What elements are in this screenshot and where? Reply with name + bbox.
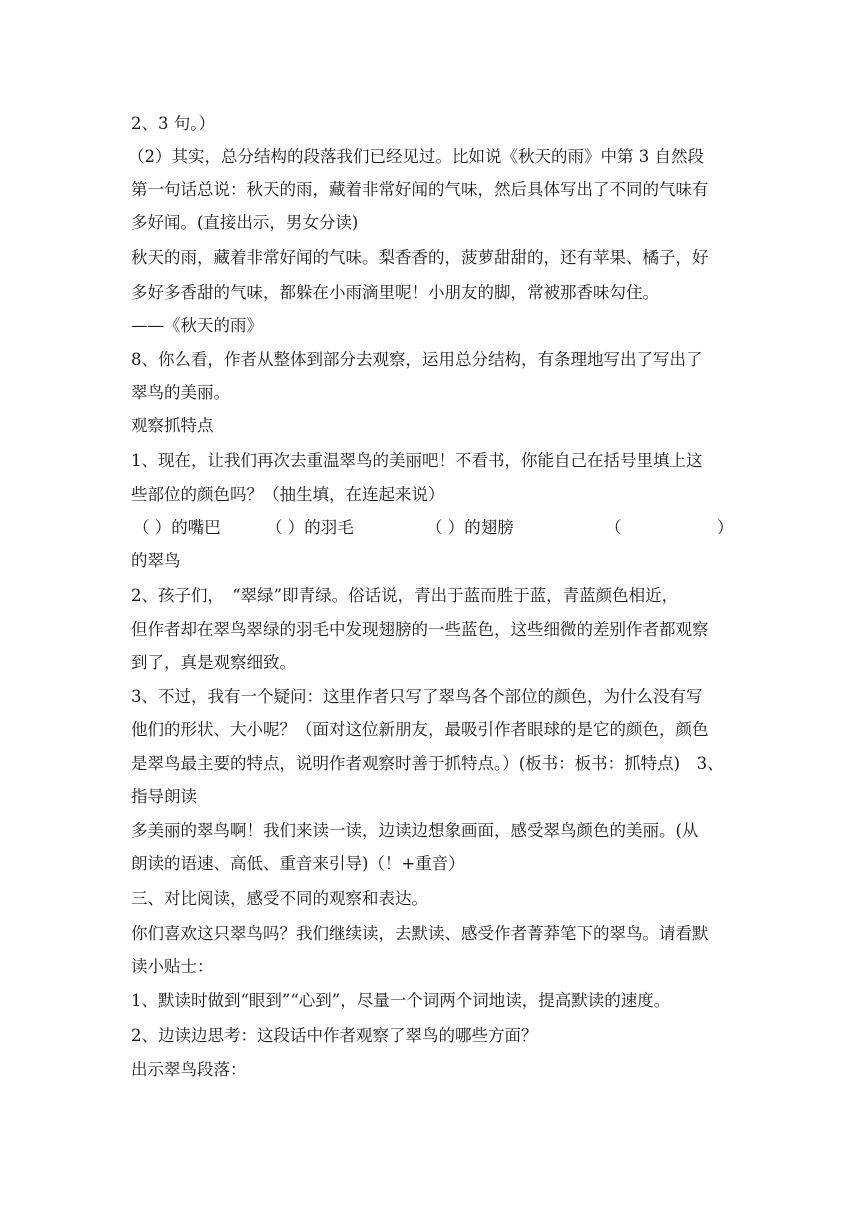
text-line: 第一句话总说：秋天的雨，藏着非常好闻的气味，然后具体写出了不同的气味有: [131, 180, 709, 199]
text-line: 但作者却在翠鸟翠绿的羽毛中发现翅膀的一些蓝色，这些细微的差别作者都观察: [131, 620, 709, 639]
text-line: 到了，真是观察细致。: [131, 653, 296, 672]
text-line: 出示翠鸟段落：: [131, 1060, 247, 1079]
section-heading: 三、对比阅读，感受不同的观察和表达。: [131, 889, 428, 908]
text-line: 秋天的雨，藏着非常好闻的气味。梨香香的，菠萝甜甜的，还有苹果、橘子，好: [131, 248, 709, 267]
text-line: 多美丽的翠鸟啊！我们来读一读，边读边想象画面，感受翠鸟颜色的美丽。(从: [131, 821, 699, 840]
section-heading: 观察抓特点: [131, 416, 214, 435]
text-line: 读小贴士：: [131, 957, 214, 976]
text-line: 2、孩子们， “翠绿”即青绿。俗话说，青出于蓝而胜于蓝，青蓝颜色相近，: [131, 586, 679, 605]
text-line: 是翠鸟最主要的特点，说明作者观察时善于抓特点。）(板书：板书：抓特点) 3、: [131, 754, 724, 773]
text-line: ——《秋天的雨》: [131, 316, 263, 335]
text-line: 3、不过，我有一个疑问：这里作者只写了翠鸟各个部位的颜色，为什么没有写: [131, 687, 703, 706]
text-line: 多好多香甜的气味，都躲在小雨滴里呢！小朋友的脚，常被那香味勾住。: [131, 283, 659, 302]
text-line: 的翠鸟: [131, 551, 181, 570]
text-line: 些部位的颜色吗？（抽生填，在连起来说）: [131, 485, 445, 504]
text-line: （2）其实，总分结构的段落我们已经见过。比如说《秋天的雨》中第 3 自然段: [128, 147, 704, 166]
fill-blank-feathers: （ ）的羽毛: [266, 518, 354, 537]
text-line: 2、3 句。）: [131, 114, 215, 133]
text-line: 朗读的语速、高低、重音来引导)（！+重音）: [131, 854, 465, 873]
text-line: 指导朗读: [131, 787, 197, 806]
text-line: 你们喜欢这只翠鸟吗？我们继续读，去默读、感受作者菁莽笔下的翠鸟。请看默: [131, 924, 709, 943]
fill-blank-wings: （ ）的翅膀: [426, 518, 514, 537]
fill-blank-close: ）: [717, 518, 734, 537]
text-line: 1、现在，让我们再次去重温翠鸟的美丽吧！不看书，你能自己在括号里填上这: [131, 451, 703, 470]
list-item: 2、边读边思考：这段话中作者观察了翠鸟的哪些方面？: [131, 1026, 538, 1045]
list-item: 1、默读时做到“眼到”“心到”，尽量一个词两个词地读，提高默读的速度。: [131, 991, 671, 1010]
text-line: 翠鸟的美丽。: [131, 383, 230, 402]
text-line: 他们的形状、大小呢？（面对这位新朋友，最吸引作者眼球的是它的颜色，颜色: [131, 720, 709, 739]
text-line: 8、你么看，作者从整体到部分去观察，运用总分结构，有条理地写出了写出了: [131, 350, 703, 369]
fill-blank-beak: （ ）的嘴巴: [133, 518, 221, 537]
fill-blank-open: （: [605, 518, 622, 537]
text-line: 多好闻。(直接出示，男女分读): [131, 213, 359, 232]
